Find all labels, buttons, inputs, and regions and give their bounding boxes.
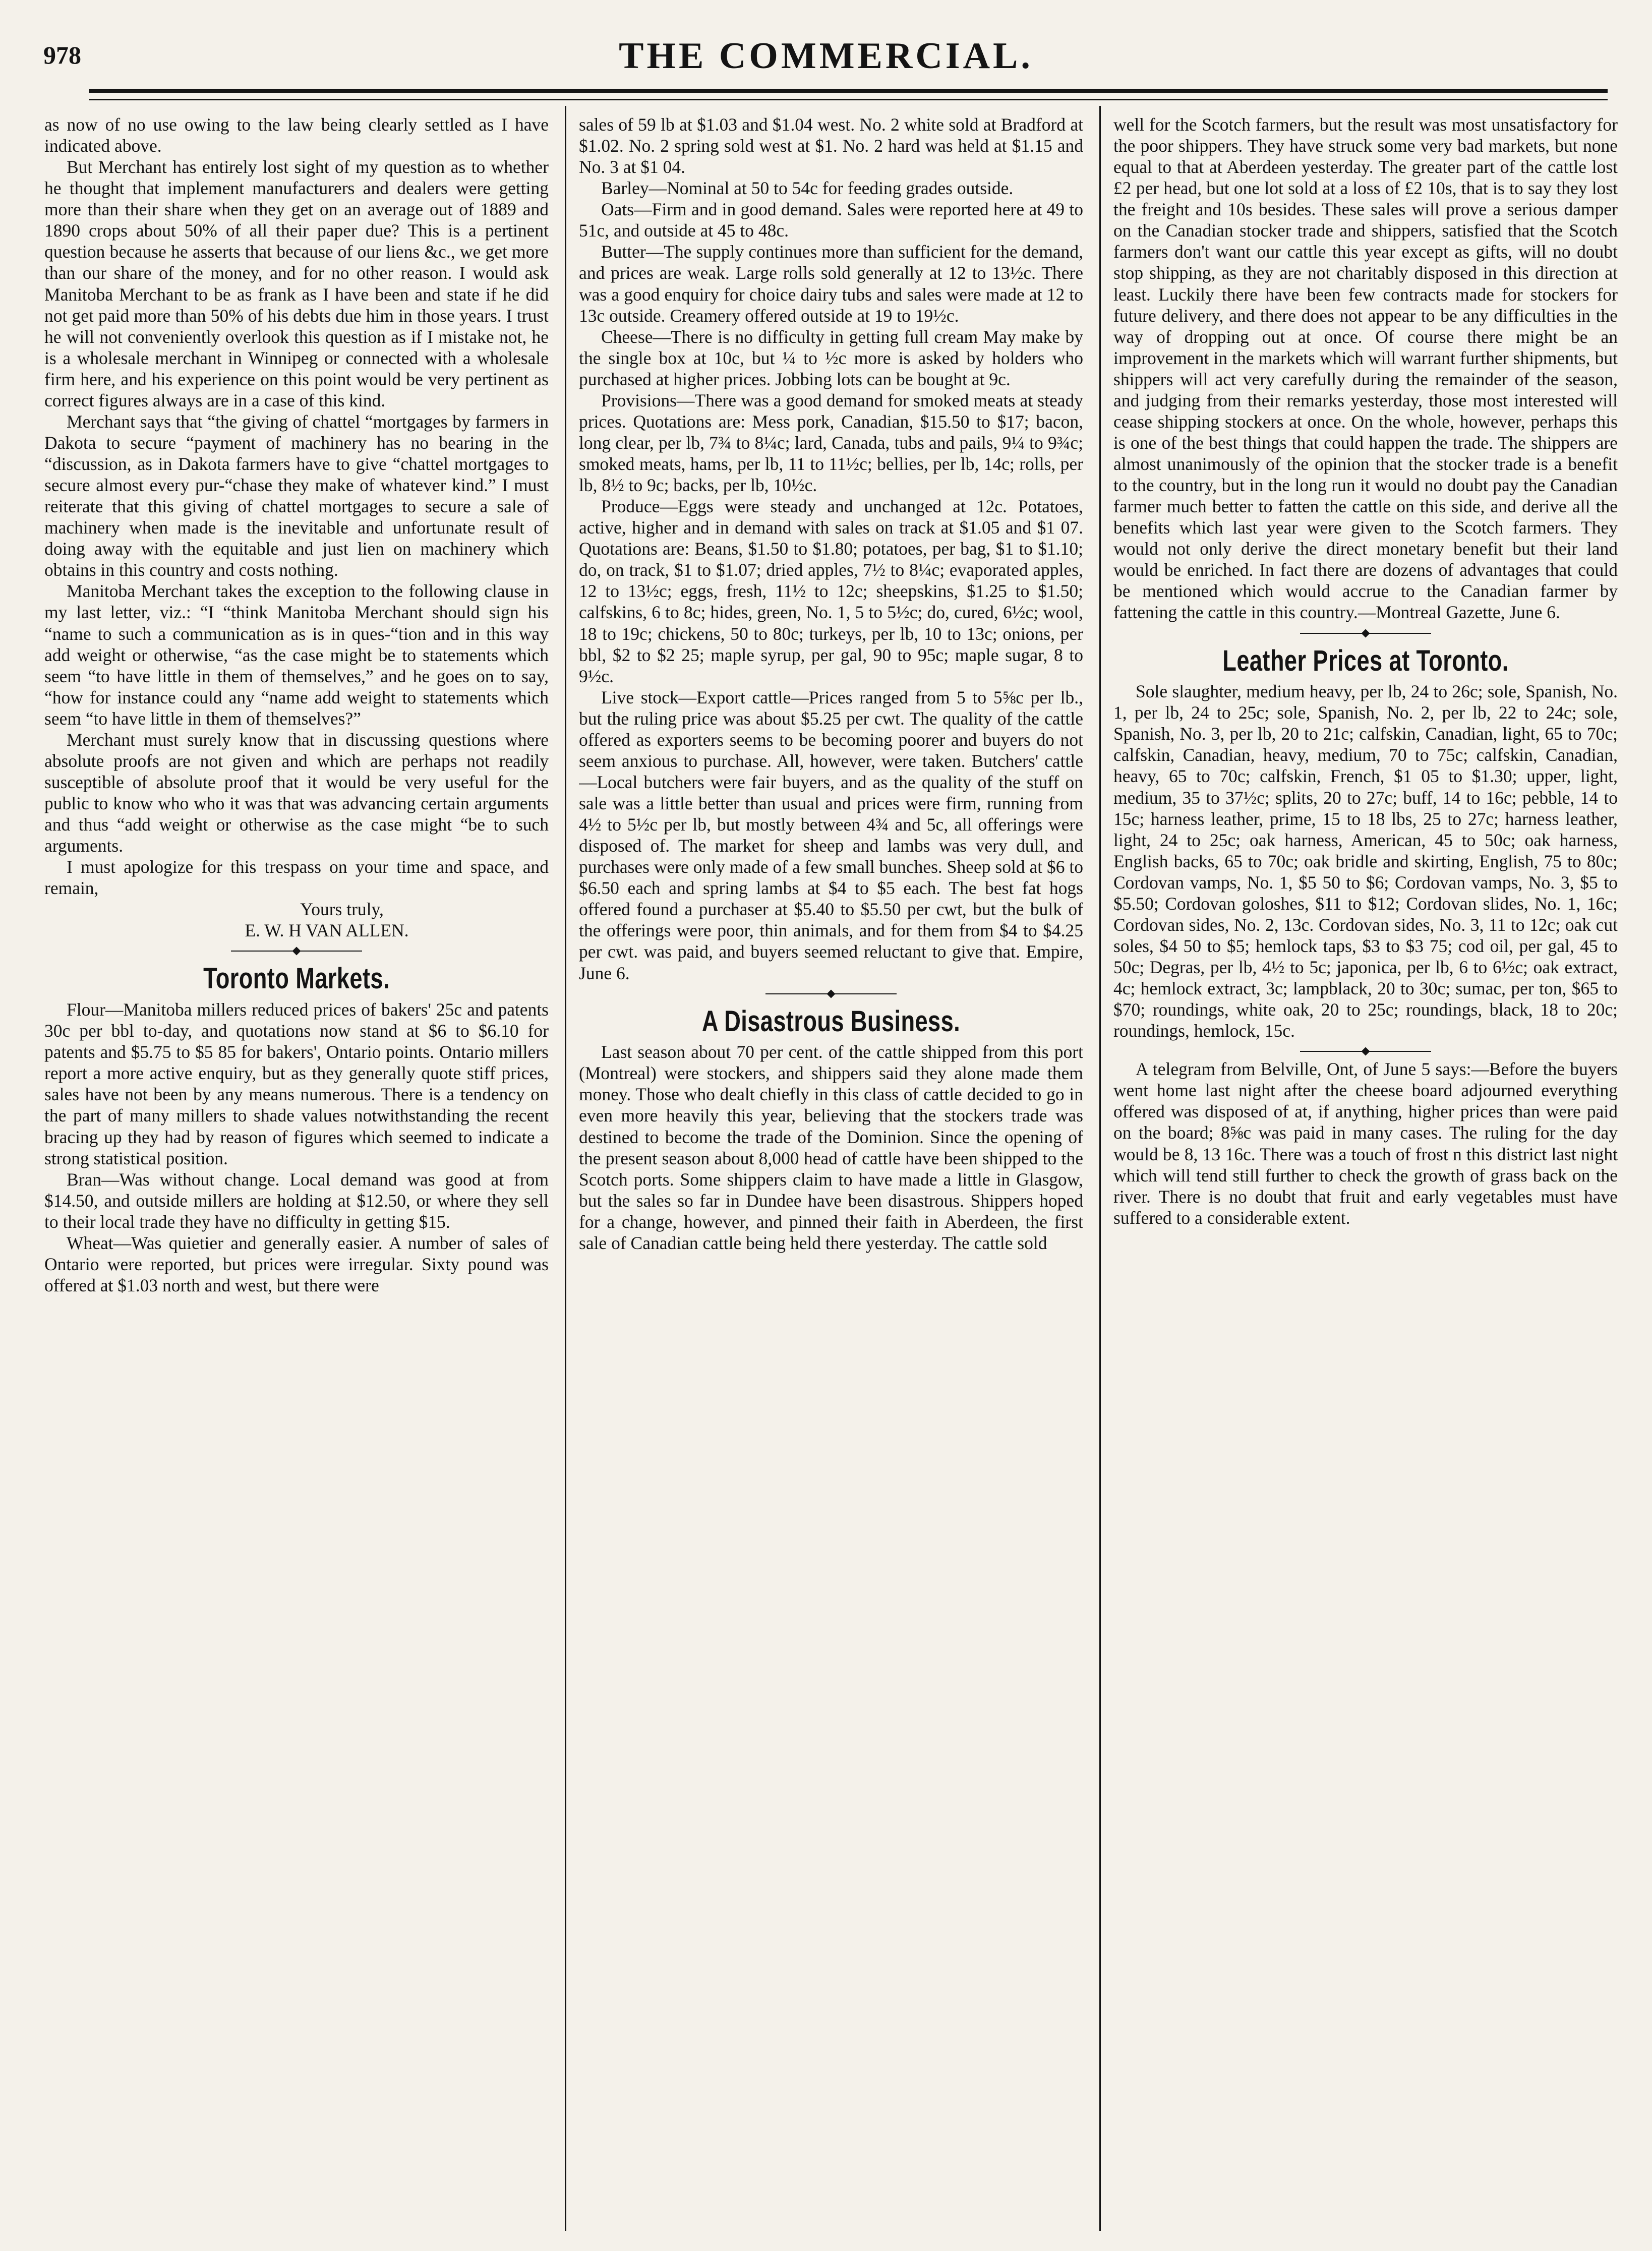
paragraph: Butter—The supply continues more than sufficient for the demand, and prices are weak. Large rolls sold generally at 12 to 13½c. There was a good enquiry for choice dairy tubs and sales were made at 12 to 13c outside. Creamery offered outside at 19 to 19½c.: [579, 242, 1083, 326]
paragraph: Bran—Was without change. Local demand was good at from $14.50, and outside millers are holding at $12.50, or where they sell to their local trade they have no difficulty in getting $15.: [44, 1169, 549, 1232]
paragraph: Provisions—There was a good demand for smoked meats at steady prices. Quotations are: Mess pork, Canadian, $15.50 to $17; bacon, long clear, per lb, 7¾ to 8¼c; lard, Canada, tubs and pails, 9¼ to 9¾c; smoked meats, hams, per lb, 11 to 11½c; bellies, per lb, 14c; rolls, per lb, 8½ to 9c; backs, per lb, 10½c.: [579, 390, 1083, 496]
masthead-title: THE COMMERCIAL.: [619, 35, 1033, 77]
article-divider: [1300, 629, 1431, 637]
paragraph: Live stock—Export cattle—Prices ranged from 5 to 5⅝c per lb., but the ruling price was about $5.25 per cwt. The quality of the cattle offered as exporters seems to be becoming poorer and buyers do not seem anxious to purchase. All, however, were taken. Butchers' cattle—Local butchers were fair buyers, and as the quality of the stuff on sale was a little better than usual and prices were firm, running from 4½ to 5½c per lb, but mostly between 4¾ and 5c, all offerings were disposed of. The market for sheep and lambs was very dull, and purchases were only made of a few small bunches. Sheep sold at $6 to $6.50 each and spring lambs at $4 to $5 each. The best fat hogs offered found a purchaser at $5.40 to $5.50 per cwt, but the bulk of the offerings were poor, thin animals, and for them from $4 to $4.25 per cwt. was paid, and buyers seemed reluctant to give that. Empire, June 6.: [579, 687, 1083, 983]
column-3: [1113, 114, 1618, 2232]
letter-closing: Yours truly,: [300, 899, 384, 920]
paragraph: But Merchant has entirely lost sight of my question as to whether he thought that implement manufacturers and dealers were getting more than their share when they get on an average out of 1889 and 1890 crops about 50% of all their paper due? This is a pertinent question because he asserts that because of our liens &c., we get more than our share of the money, and for no other reason. I would ask Manitoba Merchant to be as frank as I have been and state if he did not get paid more than 50% of his debts due him in those years. I trust he will not conveniently overlook this question as if I mistake not, he is a wholesale merchant in Winnipeg or connected with a wholesale firm here, and his experience on this point would be very pertinent as correct figures always are in a case of this kind.: [44, 157, 549, 410]
paragraph: Sole slaughter, medium heavy, per lb, 24 to 26c; sole, Spanish, No. 1, per lb, 24 to 25c; sole, Spanish, No. 2, per lb, 22 to 24c; sole, Spanish, No. 3, per lb, 20 to 21c; calfskin, Canadian, light, 65 to 70c; calfskin, Canadian, heavy, medium, 70 to 75c; calfskin, Canadian, heavy, 65 to 70c; calfskin, French, $1 05 to $1.30; upper, light, medium, 35 to 37½c; splits, 20 to 27c; buff, 14 to 16c; pebble, 14 to 15c; harness leather, prime, 15 to 18 lbs, 25 to 27c; harness leather, light, 24 to 25c; oak harness, American, 45 to 50c; oak harness, English backs, 65 to 70c; oak bridle and skirting, English, 75 to 80c; Cordovan vamps, No. 1, $5 50 to $6; Cordovan vamps, No. 3, $5 to $5.50; Cordovan goloshes, $11 to $12; Cordovan slides, No. 1, 16c; Cordovan sides, No. 2, 13c. Cordovan sides, No. 3, 11 to 12c; oak cut soles, $4 50 to $5; hemlock taps, $3 to $3 75; cod oil, per gal, 45 to 50c; Degras, per lb, 4½ to 5c; japonica, per lb, 6 to 6½c; oak extract, 4c; hemlock extract, 3c; lampblack, 20 to 30c; sumac, per ton, $65 to $70; roundings, white oak, 20 to 25c; roundings, black, 18 to 20c; roundings, hemlock, 15c.: [1113, 681, 1618, 1041]
header-rule-thin: [89, 99, 1608, 100]
paragraph: Wheat—Was quietier and generally easier. A number of sales of Ontario were reported, but prices were irregular. Sixty pound was offered at $1.03 north and west, but there were: [44, 1232, 549, 1295]
paragraph: A telegram from Belville, Ont, of June 5 says:—Before the buyers went home last night after the cheese board adjourned everything offered was disposed of at, if anything, higher prices than were paid on the board; 8⅝c was paid in many cases. The ruling for the day would be 8, 13 16c. There was a touch of frost n this district last night which will tend still further to check the growth of grass back on the river. There is no doubt that fruit and early vegetables must have suffered to a considerable extent.: [1113, 1059, 1618, 1228]
paragraph: Last season about 70 per cent. of the cattle shipped from this port (Montreal) were stockers, and shippers said they alone made them money. Those who dealt chiefly in this class of cattle decided to go in even more heavily this year, believing that the stockers trade was destined to become the trade of the Dominion. Since the opening of the present season about 8,000 head of cattle have been shipped to the Scotch ports. Some shippers claim to have made a little in Glasgow, but the sales so far in Dundee have been disastrous. Shippers hoped for a change, however, and pinned their faith in Aberdeen, the first sale of Canadian cattle being held there yesterday. The cattle sold: [579, 1042, 1083, 1253]
paragraph: Flour—Manitoba millers reduced prices of bakers' 25c and patents 30c per bbl to-day, and quotations now stand at $6 to $6.10 for patents and $5.75 to $5 85 for bakers', Ontario points. Ontario millers report a more active enquiry, but as they generally quote stiff prices, sales have not been by any means numerous. There is a tendency on the part of many millers to shade values notwithstanding the recent bracing up they had by reason of figures which seemed to indicate a strong statistical position.: [44, 999, 549, 1168]
paragraph: I must apologize for this trespass on your time and space, and remain,: [44, 857, 549, 899]
paragraph: Merchant says that “the giving of chattel “mortgages by farmers in Dakota to secure “payment of machinery has no bearing in the “discussion, as in Dakota farmers have to give “chattel mortgages to secure almost every pur-“chase they make of whatever kind.” I must reiterate that this giving of chattel mortgages to secure a sale of machinery when made is the inevitable and unfortunate result of doing away with the equitable and just lien on machinery which obtains in this country and costs nothing.: [44, 411, 549, 580]
article-divider: [765, 990, 897, 998]
paragraph: sales of 59 lb at $1.03 and $1.04 west. No. 2 white sold at Bradford at $1.02. No. 2 spring sold west at $1. No. 2 hard was held at $1.15 and No. 3 at $1 04.: [579, 114, 1083, 177]
column-divider: [565, 106, 566, 2231]
paragraph: Merchant must surely know that in discussing questions where absolute proofs are not given and which are perhaps not readily susceptible of absolute proof that it would be very useful for the public to know who who it was that was advancing certain arguments and thus “add weight or otherwise as the case might “be to such arguments.: [44, 729, 549, 856]
header-rule-thick: [89, 89, 1608, 93]
article-heading: Leather Prices at Toronto.: [1222, 644, 1509, 677]
paragraph: well for the Scotch farmers, but the result was most unsatisfactory for the poor shippers. They have struck some very bad markets, but none equal to that at Aberdeen yesterday. The greater part of the cattle lost £2 per head, but one lot sold at a loss of £2 10s, that is to say they lost the freight and 10s besides. These sales will prove a serious damper on the Canadian stocker trade and shippers, satisfied that the Scotch farmers don't want our cattle this year except as gifts, will no doubt stop shipping, as they are not charitably disposed in this direction at least. Luckily there have been few contracts made for stockers for future delivery, and there does not appear to be any difficulties in the way of dropping out at once. Of course there might be an improvement in the markets which will warrant further shipments, but shippers will act very carefully during the remainder of the season, and judging from their remarks yesterday, those most interested will cease shipping stockers at once. On the whole, however, perhaps this is one of the best things that could happen the trade. The shippers are almost unanimously of the opinion that the stocker trade is a benefit to the country, but in the long run it would no doubt pay the Canadian farmer much better to fatten the cattle on this side, and derive all the benefits which last year were given to the Scotch farmers. They would not only derive the direct monetary benefit but their land would be enriched. In fact there are dozens of advantages that could be mentioned which would accrue to the Canadian farmer by fattening the cattle in this country.—Montreal Gazette, June 6.: [1113, 114, 1618, 623]
article-heading: A Disastrous Business.: [701, 1004, 961, 1038]
paragraph: Oats—Firm and in good demand. Sales were reported here at 49 to 51c, and outside at 45 to 48c.: [579, 199, 1083, 241]
letter-signature: E. W. H VAN ALLEN.: [245, 920, 409, 941]
paragraph: Cheese—There is no difficulty in getting full cream May make by the single box at 10c, but ¼ to ½c more is asked by holders who purchased at higher prices. Jobbing lots can be bought at 9c.: [579, 326, 1083, 389]
column-2: [579, 114, 1083, 2232]
page-number: 978: [43, 41, 81, 69]
paragraph: Barley—Nominal at 50 to 54c for feeding grades outside.: [601, 178, 1014, 199]
paragraph: Manitoba Merchant takes the exception to the following clause in my last letter, viz.: “I “think Manitoba Merchant should sign his “name to such a communication as is in ques-“tion and in this way add weight or otherwise, “as the case might be to statements which seem “to have little in them of themselves,” and he goes on to say, “how for instance could any “name add weight to statements which seem “to have little in them of themselves?”: [44, 581, 549, 729]
article-heading: Toronto Markets.: [203, 962, 390, 995]
column-divider: [1099, 106, 1101, 2231]
article-divider: [231, 947, 362, 955]
paragraph: Produce—Eggs were steady and unchanged at 12c. Potatoes, active, higher and in demand with sales on track at $1.05 and $1 07. Quotations are: Beans, $1.50 to $1.80; potatoes, per bag, $1 to $1.10; do, on track, $1 to $1.07; dried apples, 7½ to 8¼c; evaporated apples, 12 to 13½c; eggs, fresh, 11½ to 12c; sheepskins, $1.25 to $1.50; calfskins, 6 to 8c; hides, green, No. 1, 5 to 5½c; do, cured, 6½c; wool, 18 to 19c; chickens, 50 to 80c; turkeys, per lb, 10 to 13c; onions, per bbl, $2 to $2 25; maple syrup, per gal, 90 to 95c; maple sugar, 8 to 9½c.: [579, 496, 1083, 686]
article-divider: [1300, 1047, 1431, 1055]
column-1: [44, 114, 549, 2232]
paragraph: as now of no use owing to the law being clearly settled as I have indicated above.: [44, 114, 549, 156]
